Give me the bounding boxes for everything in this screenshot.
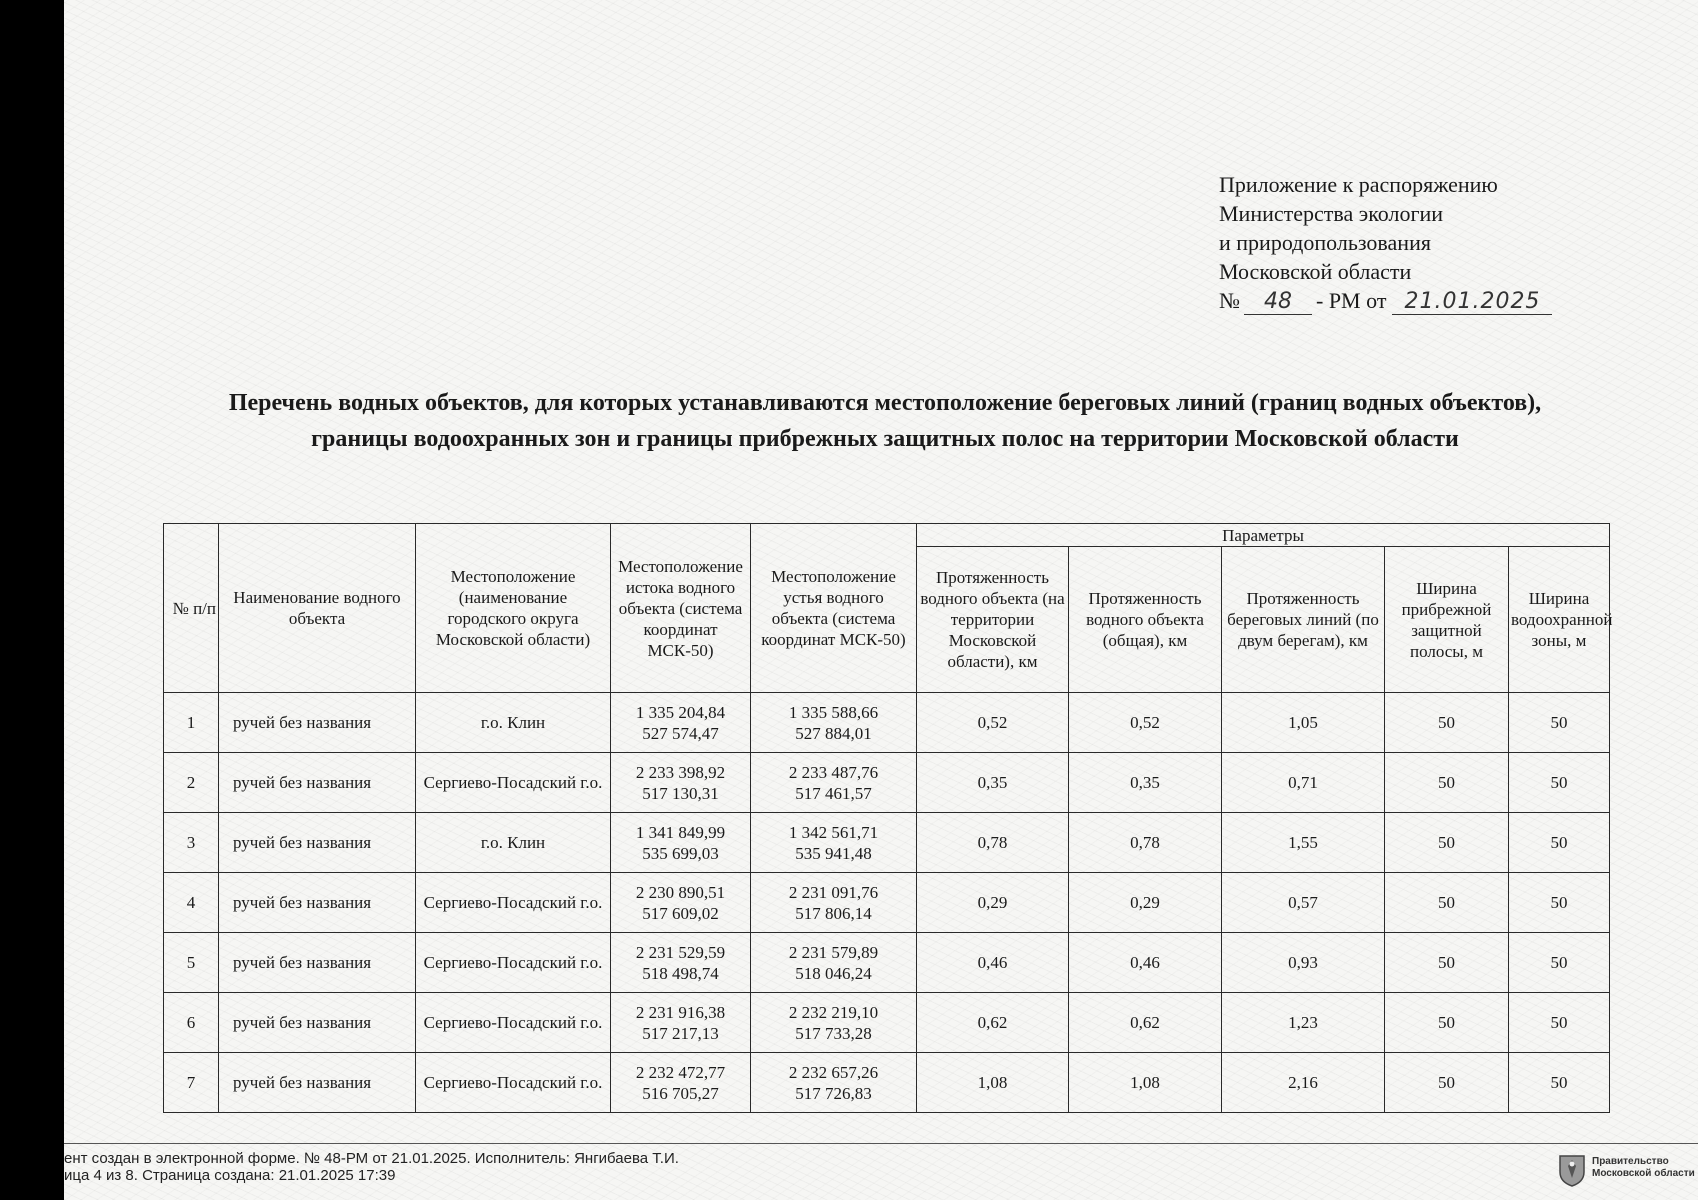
cell-location: г.о. Клин <box>416 813 611 873</box>
government-label-line-1: Правительство <box>1592 1156 1669 1167</box>
table-row <box>164 813 1610 873</box>
mouth-x: 1 342 561,71 <box>788 822 879 842</box>
mouth-x: 2 231 579,89 <box>788 942 879 962</box>
cell-shore: 1,05 <box>1222 693 1385 753</box>
source-y: 517 609,02 <box>642 903 719 923</box>
footer-divider <box>64 1143 1698 1144</box>
cell-waterprot: 50 <box>1509 753 1610 813</box>
handwritten-date: 21.01.2025 <box>1392 290 1552 315</box>
source-x: 1 335 204,84 <box>635 702 726 722</box>
cell-shore: 0,93 <box>1222 933 1385 993</box>
source-x: 2 232 472,77 <box>635 1062 726 1082</box>
cell-len-total: 0,52 <box>1069 693 1222 753</box>
cell-len-region: 0,62 <box>917 993 1069 1053</box>
cell-num: 7 <box>164 1053 219 1113</box>
mouth-x: 2 233 487,76 <box>788 762 879 782</box>
cell-name: ручей без названия <box>219 813 416 873</box>
source-y: 527 574,47 <box>642 723 719 743</box>
cell-waterprot: 50 <box>1509 693 1610 753</box>
cell-location: Сергиево-Посадский г.о. <box>416 753 611 813</box>
cell-num: 3 <box>164 813 219 873</box>
cell-coastal: 50 <box>1385 873 1509 933</box>
cell-source <box>611 993 751 1053</box>
header-length-region: Протяженность водного объекта (на территории Московской области), км <box>917 547 1069 693</box>
source-x: 1 341 849,99 <box>635 822 726 842</box>
footer-line-1: ент создан в электронной форме. № 48-РМ от 21.01.2025. Исполнитель: Янгибаева Т.И. <box>64 1150 679 1167</box>
appendix-number-line <box>1219 286 1639 315</box>
cell-len-total: 0,35 <box>1069 753 1222 813</box>
cell-location: Сергиево-Посадский г.о. <box>416 993 611 1053</box>
cell-len-total: 0,62 <box>1069 993 1222 1053</box>
cell-mouth <box>751 993 917 1053</box>
cell-location: Сергиево-Посадский г.о. <box>416 1053 611 1113</box>
appendix-line-3: и природопользования <box>1219 230 1431 255</box>
header-num: № п/п <box>164 524 219 693</box>
source-y: 516 705,27 <box>642 1083 719 1103</box>
number-prefix: № <box>1219 288 1240 313</box>
cell-source <box>611 693 751 753</box>
appendix-line-1: Приложение к распоряжению <box>1219 172 1498 197</box>
cell-coastal: 50 <box>1385 993 1509 1053</box>
mouth-y: 517 461,57 <box>795 783 872 803</box>
cell-len-region: 0,35 <box>917 753 1069 813</box>
cell-source <box>611 873 751 933</box>
footer-line-2: ица 4 из 8. Страница создана: 21.01.2025 17:39 <box>64 1167 396 1184</box>
mouth-x: 2 232 219,10 <box>788 1002 879 1022</box>
cell-len-total: 0,78 <box>1069 813 1222 873</box>
source-x: 2 230 890,51 <box>635 882 726 902</box>
mouth-y: 535 941,48 <box>795 843 872 863</box>
cell-name: ручей без названия <box>219 1053 416 1113</box>
government-label-line-2: Московской области <box>1592 1168 1695 1179</box>
table-row <box>164 753 1610 813</box>
cell-waterprot: 50 <box>1509 813 1610 873</box>
water-objects-table <box>163 523 1613 1113</box>
cell-coastal: 50 <box>1385 753 1509 813</box>
cell-len-region: 0,46 <box>917 933 1069 993</box>
cell-source <box>611 753 751 813</box>
cell-name: ручей без названия <box>219 873 416 933</box>
cell-name: ручей без названия <box>219 753 416 813</box>
cell-waterprot: 50 <box>1509 873 1610 933</box>
document-title: Перечень водных объектов, для которых устанавливаются местоположение береговых линий (границ водных объектов), границы водоохранных зон и границы прибрежных защитных полос на территории Московской области <box>228 390 1542 452</box>
header-shore-length: Протяженность береговых линий (по двум берегам), км <box>1222 547 1385 693</box>
mouth-y: 517 806,14 <box>795 903 872 923</box>
cell-len-region: 0,29 <box>917 873 1069 933</box>
cell-location: Сергиево-Посадский г.о. <box>416 873 611 933</box>
table-row <box>164 933 1610 993</box>
header-coastal-width: Ширина прибрежной защитной полосы, м <box>1385 547 1509 693</box>
mouth-y: 518 046,24 <box>795 963 872 983</box>
cell-source <box>611 813 751 873</box>
cell-len-total: 0,46 <box>1069 933 1222 993</box>
cell-coastal: 50 <box>1385 693 1509 753</box>
header-length-total: Протяженность водного объекта (общая), км <box>1069 547 1222 693</box>
mouth-x: 2 231 091,76 <box>788 882 879 902</box>
scan-left-edge <box>0 0 64 1200</box>
source-y: 517 130,31 <box>642 783 719 803</box>
cell-location: г.о. Клин <box>416 693 611 753</box>
cell-len-region: 1,08 <box>917 1053 1069 1113</box>
cell-num: 4 <box>164 873 219 933</box>
cell-len-total: 0,29 <box>1069 873 1222 933</box>
cell-num: 6 <box>164 993 219 1053</box>
mouth-y: 527 884,01 <box>795 723 872 743</box>
government-label <box>1592 1156 1695 1180</box>
appendix-line-4: Московской области <box>1219 259 1412 284</box>
cell-mouth <box>751 1053 917 1113</box>
source-x: 2 233 398,92 <box>635 762 726 782</box>
mouth-y: 517 726,83 <box>795 1083 872 1103</box>
cell-name: ручей без названия <box>219 993 416 1053</box>
cell-len-region: 0,52 <box>917 693 1069 753</box>
handwritten-number: 48 <box>1244 290 1312 315</box>
number-suffix: - РМ от <box>1316 288 1387 313</box>
header-params: Параметры <box>917 524 1610 547</box>
cell-waterprot: 50 <box>1509 1053 1610 1113</box>
header-location: Местоположение (наименование городского округа Московской области) <box>416 524 611 693</box>
cell-num: 5 <box>164 933 219 993</box>
source-x: 2 231 916,38 <box>635 1002 726 1022</box>
cell-waterprot: 50 <box>1509 933 1610 993</box>
header-name: Наименование водного объекта <box>219 524 416 693</box>
cell-mouth <box>751 873 917 933</box>
header-waterprot-width: Ширина водоохранной зоны, м <box>1509 547 1610 693</box>
footer <box>64 1150 679 1184</box>
cell-len-region: 0,78 <box>917 813 1069 873</box>
cell-source <box>611 933 751 993</box>
header-source: Местоположение истока водного объекта (система координат МСК-50) <box>611 524 751 693</box>
cell-num: 1 <box>164 693 219 753</box>
cell-num: 2 <box>164 753 219 813</box>
cell-len-total: 1,08 <box>1069 1053 1222 1113</box>
cell-location: Сергиево-Посадский г.о. <box>416 933 611 993</box>
cell-coastal: 50 <box>1385 1053 1509 1113</box>
cell-shore: 0,57 <box>1222 873 1385 933</box>
cell-shore: 0,71 <box>1222 753 1385 813</box>
table-row <box>164 993 1610 1053</box>
cell-mouth <box>751 933 917 993</box>
table-row <box>164 1053 1610 1113</box>
cell-coastal: 50 <box>1385 933 1509 993</box>
cell-shore: 1,23 <box>1222 993 1385 1053</box>
cell-mouth <box>751 813 917 873</box>
cell-waterprot: 50 <box>1509 993 1610 1053</box>
mouth-y: 517 733,28 <box>795 1023 872 1043</box>
cell-name: ручей без названия <box>219 693 416 753</box>
source-x: 2 231 529,59 <box>635 942 726 962</box>
table-row <box>164 693 1610 753</box>
mouth-x: 2 232 657,26 <box>788 1062 879 1082</box>
cell-shore: 2,16 <box>1222 1053 1385 1113</box>
source-y: 518 498,74 <box>642 963 719 983</box>
cell-source <box>611 1053 751 1113</box>
cell-shore: 1,55 <box>1222 813 1385 873</box>
cell-name: ручей без названия <box>219 933 416 993</box>
cell-mouth <box>751 753 917 813</box>
table-row <box>164 873 1610 933</box>
source-y: 535 699,03 <box>642 843 719 863</box>
header-mouth: Местоположение устья водного объекта (система координат МСК-50) <box>751 524 917 693</box>
mouth-x: 1 335 588,66 <box>788 702 879 722</box>
cell-coastal: 50 <box>1385 813 1509 873</box>
appendix-line-2: Министерства экологии <box>1219 201 1444 226</box>
coat-of-arms-icon <box>1556 1152 1588 1188</box>
source-y: 517 217,13 <box>642 1023 719 1043</box>
cell-mouth <box>751 693 917 753</box>
appendix-header <box>1219 170 1639 315</box>
